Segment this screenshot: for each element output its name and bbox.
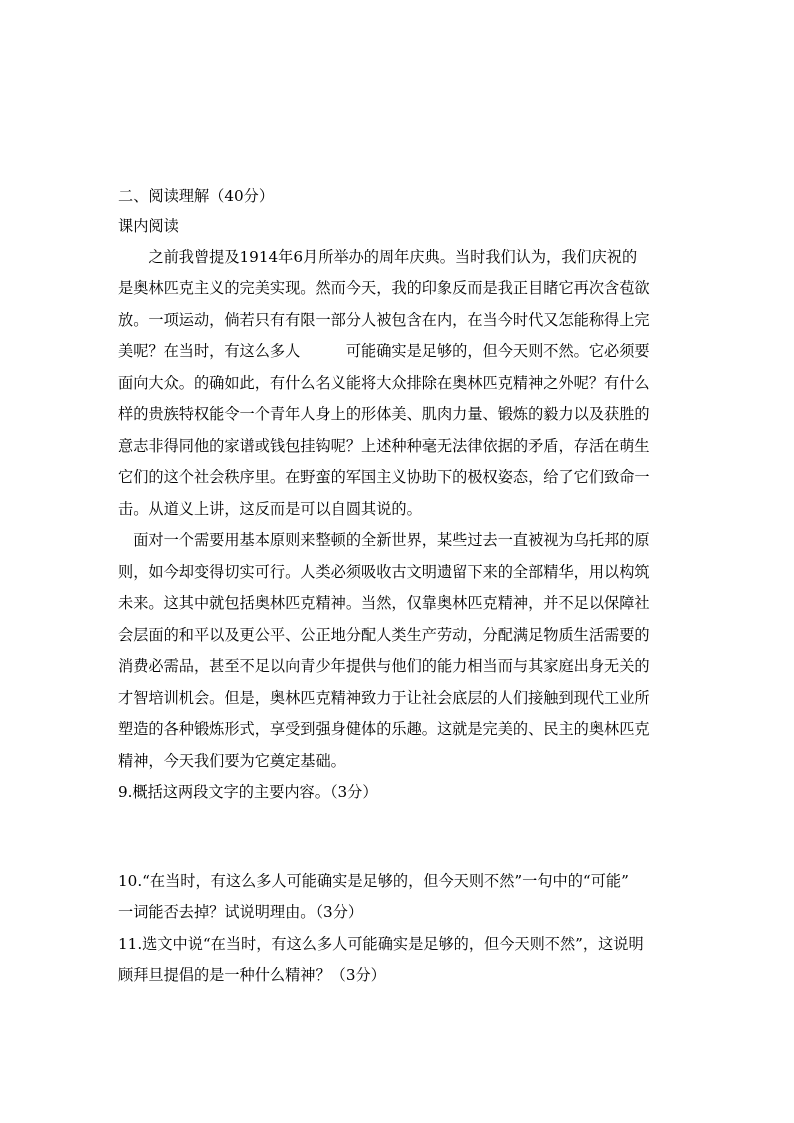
passage-line: 则，如今却变得切实可行。人类必须吸收古文明遗留下来的全部精华，用以构筑 bbox=[118, 563, 650, 581]
passage-line: 是奥林匹克主义的完美实现。然而今天，我的印象反而是我正目睹它再次含苞欲 bbox=[118, 279, 650, 297]
question-11-line-1: 11.选文中说“在当时，有这么多人可能确实是足够的，但今天则不然”，这说明 bbox=[118, 935, 644, 953]
passage-line: 美呢？在当时，有这么多人 可能确实是足够的，但今天则不然。它必须要 bbox=[118, 342, 650, 360]
passage-line: 击。从道义上讲，这反而是可以自圆其说的。 bbox=[118, 500, 422, 518]
passage-line: 面对一个需要用基本原则来整顿的全新世界，某些过去一直被视为乌托邦的原 bbox=[118, 531, 650, 549]
question-11-line-2: 顾拜旦提倡的是一种什么精神？（3分） bbox=[118, 966, 386, 984]
section-subheading: 课内阅读 bbox=[118, 217, 179, 235]
question-10-line-2: 一词能否去掉？试说明理由。（3分） bbox=[118, 903, 364, 921]
passage-line: 消费必需品，甚至不足以向青少年提供与他们的能力相当而与其家庭出身无关的 bbox=[118, 657, 650, 675]
passage-line: 才智培训机会。但是，奥林匹克精神致力于让社会底层的人们接触到现代工业所 bbox=[118, 689, 650, 707]
passage-line: 意志非得同他的家谱或钱包挂钩呢？上述种种毫无法律依据的矛盾，存活在萌生 bbox=[118, 437, 650, 455]
passage-line: 它们的这个社会秩序里。在野蛮的军国主义协助下的极权姿态，给了它们致命一 bbox=[118, 468, 650, 486]
passage-line: 会层面的和平以及更公平、公正地分配人类生产劳动，分配满足物质生活需要的 bbox=[118, 626, 650, 644]
passage-line: 精神，今天我们要为它奠定基础。 bbox=[118, 752, 346, 770]
section-heading: 二、阅读理解（40分） bbox=[118, 187, 275, 205]
passage-line: 未来。这其中就包括奥林匹克精神。当然，仅靠奥林匹克精神，并不足以保障社 bbox=[118, 594, 650, 612]
question-10-line-1: 10.“在当时，有这么多人可能确实是足够的，但今天则不然”一句中的“可能” bbox=[118, 872, 629, 890]
passage-line: 样的贵族特权能令一个青年人身上的形体美、肌肉力量、锻炼的毅力以及获胜的 bbox=[118, 405, 650, 423]
passage-line: 放。一项运动，倘若只有有限一部分人被包含在内，在当今时代又怎能称得上完 bbox=[118, 311, 650, 329]
passage-line: 之前我曾提及1914年6月所举办的周年庆典。当时我们认为，我们庆祝的 bbox=[118, 248, 638, 266]
passage-line: 面向大众。的确如此，有什么名义能将大众排除在奥林匹克精神之外呢？有什么 bbox=[118, 374, 650, 392]
question-9: 9.概括这两段文字的主要内容。（3分） bbox=[118, 783, 378, 801]
passage-line: 塑造的各种锻炼形式，享受到强身健体的乐趣。这就是完美的、民主的奥林匹克 bbox=[118, 720, 650, 738]
